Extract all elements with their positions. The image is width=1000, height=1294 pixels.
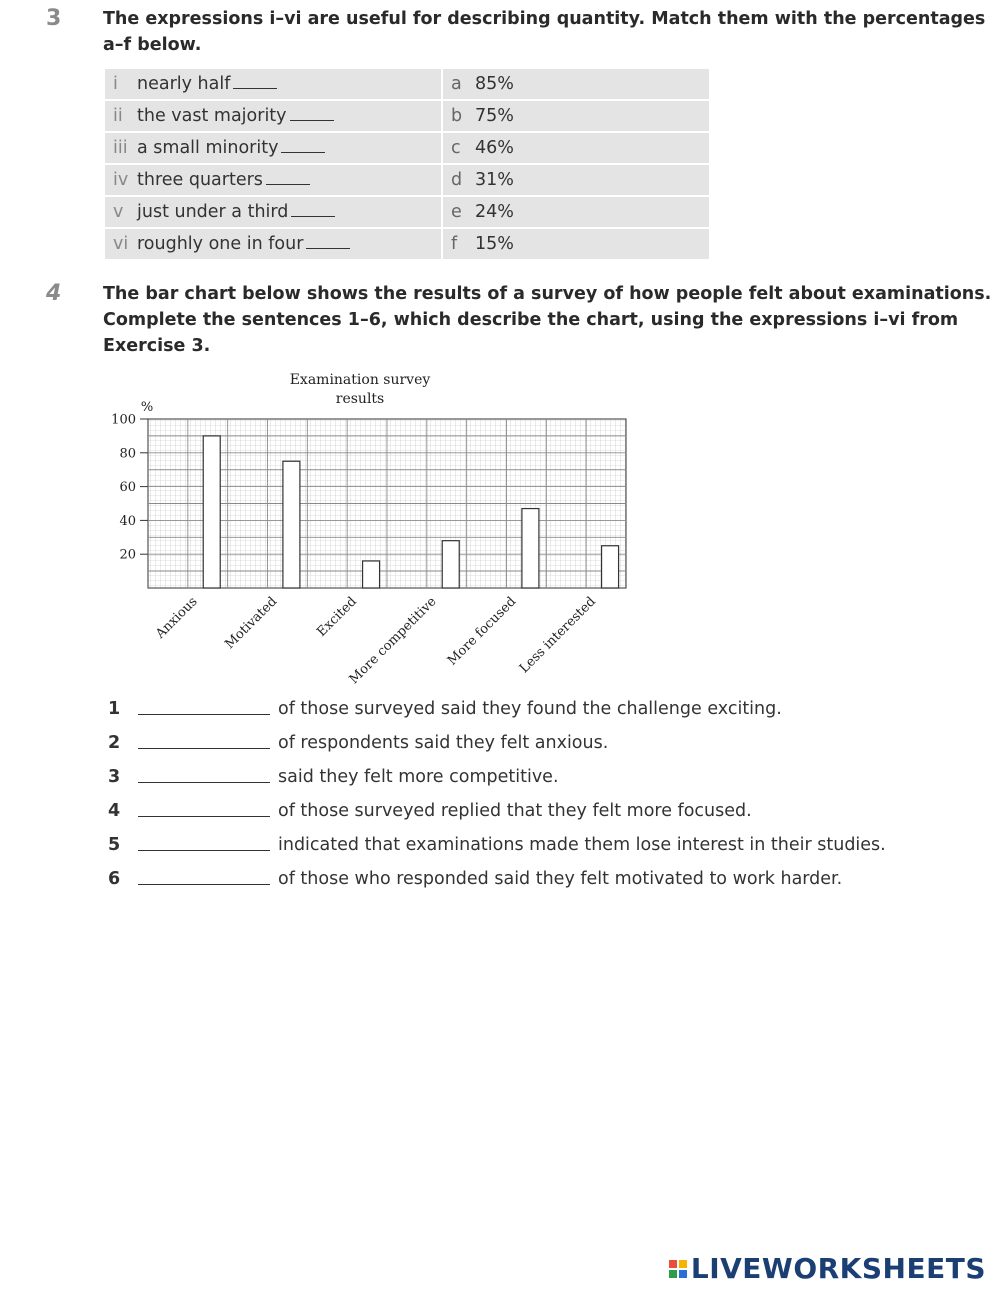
expression-cell: [104, 68, 442, 100]
sentence-answer-blank[interactable]: [138, 849, 270, 851]
roman-numeral: ii: [113, 106, 123, 126]
percentage-value: 75%: [475, 106, 514, 126]
exercise-3-instruction-line1: The expressions i–vi are useful for describing quantity. Match them with the percentages: [103, 9, 986, 29]
roman-numeral: iii: [113, 138, 128, 158]
sentence-text: indicated that examinations made them lose interest in their studies.: [278, 835, 886, 855]
sentence-number: 1: [108, 699, 121, 719]
sentence-item: [108, 727, 608, 753]
sentence-item: [108, 829, 886, 855]
logo-square: [669, 1260, 677, 1268]
percentage-cell: [442, 132, 710, 164]
logo-square: [679, 1260, 687, 1268]
sentence-number: 4: [108, 801, 121, 821]
percentage-cell: [442, 196, 710, 228]
category-label: Anxious: [153, 594, 201, 642]
y-tick-label: 20: [119, 547, 136, 563]
exercise-3-instruction-line2: a–f below.: [103, 35, 202, 55]
expression-cell: [104, 164, 442, 196]
answer-blank[interactable]: [233, 87, 277, 89]
logo-square: [679, 1270, 687, 1278]
expression-cell: [104, 132, 442, 164]
y-tick-label: 100: [111, 412, 136, 428]
survey-bar-chart: [95, 365, 655, 695]
answer-blank[interactable]: [281, 151, 325, 153]
expression-text: three quarters: [137, 170, 263, 190]
roman-numeral: iv: [113, 170, 129, 190]
matching-row: [104, 164, 710, 196]
matching-row: [104, 196, 710, 228]
percentage-value: 31%: [475, 170, 514, 190]
percentage-cell: [442, 228, 710, 260]
sentence-number: 5: [108, 835, 121, 855]
exercise-3-instruction: [103, 6, 985, 58]
sentence-text: said they felt more competitive.: [278, 767, 559, 787]
expression-cell: [104, 228, 442, 260]
matching-row: [104, 68, 710, 100]
percentage-cell: [442, 68, 710, 100]
option-letter: f: [451, 234, 458, 254]
expression-text: nearly half: [137, 74, 231, 94]
category-label: More focused: [444, 594, 520, 669]
answer-blank[interactable]: [266, 183, 310, 185]
expression-cell: [104, 100, 442, 132]
bar: [283, 461, 300, 588]
roman-numeral: i: [113, 74, 118, 94]
option-letter: b: [451, 106, 463, 126]
percentage-cell: [442, 164, 710, 196]
logo-wordmark: LIVEWORKSHEETS: [690, 1252, 986, 1285]
sentence-text: of those surveyed said they found the challenge exciting.: [278, 699, 782, 719]
option-letter: e: [451, 202, 462, 222]
exercise-4-number: 4: [46, 281, 62, 306]
bar: [442, 541, 459, 588]
answer-blank[interactable]: [306, 247, 350, 249]
option-letter: c: [451, 138, 461, 158]
y-tick-label: 60: [119, 480, 136, 496]
exercise-4-instruction-line3: Exercise 3.: [103, 336, 211, 356]
percentage-value: 85%: [475, 74, 514, 94]
liveworksheets-logo: [669, 1252, 986, 1285]
sentence-item: [108, 761, 559, 787]
percentage-value: 24%: [475, 202, 514, 222]
sentence-text: of respondents said they felt anxious.: [278, 733, 609, 753]
matching-row: [104, 100, 710, 132]
bar: [602, 546, 619, 588]
roman-numeral: v: [113, 202, 124, 222]
sentence-answer-blank[interactable]: [138, 747, 270, 749]
percentage-value: 15%: [475, 234, 514, 254]
percentage-value: 46%: [475, 138, 514, 158]
exercise-4-instruction-line1: The bar chart below shows the results of a survey of how people felt about examinations.: [103, 284, 992, 304]
sentence-text: of those who responded said they felt motivated to work harder.: [278, 869, 843, 889]
sentence-number: 3: [108, 767, 121, 787]
bar: [203, 436, 220, 588]
bar: [522, 509, 539, 588]
answer-blank[interactable]: [290, 119, 334, 121]
chart-title-line2: results: [335, 391, 385, 407]
sentence-answer-blank[interactable]: [138, 713, 270, 715]
sentence-item: [108, 795, 752, 821]
exercise-4-instruction: [103, 281, 991, 359]
sentence-item: [108, 863, 842, 889]
answer-blank[interactable]: [291, 215, 335, 217]
roman-numeral: vi: [113, 234, 129, 254]
sentence-number: 2: [108, 733, 121, 753]
expression-text: a small minority: [137, 138, 279, 158]
matching-row: [104, 228, 710, 260]
sentence-answer-blank[interactable]: [138, 781, 270, 783]
sentence-answer-blank[interactable]: [138, 883, 270, 885]
sentence-answer-blank[interactable]: [138, 815, 270, 817]
sentence-text: of those surveyed replied that they felt more focused.: [278, 801, 752, 821]
sentence-item: [108, 693, 782, 719]
exercise-4-instruction-line2: Complete the sentences 1–6, which describe the chart, using the expressions i–vi from: [103, 310, 959, 330]
matching-row: [104, 132, 710, 164]
option-letter: a: [451, 74, 462, 94]
expression-text: roughly one in four: [137, 234, 304, 254]
category-label: Less interested: [516, 594, 599, 677]
expression-cell: [104, 196, 442, 228]
y-tick-label: 80: [119, 446, 136, 462]
chart-title-line1: Examination survey: [289, 372, 431, 388]
category-label: Motivated: [222, 594, 281, 653]
category-label: Excited: [314, 594, 360, 640]
exercise-3-number: 3: [46, 6, 62, 31]
percentage-cell: [442, 100, 710, 132]
sentence-number: 6: [108, 869, 121, 889]
expression-text: just under a third: [137, 202, 289, 222]
option-letter: d: [451, 170, 463, 190]
y-axis-label: %: [140, 400, 154, 415]
y-tick-label: 40: [119, 513, 136, 529]
category-label: More competitive: [346, 594, 440, 688]
expression-text: the vast majority: [137, 106, 287, 126]
matching-table: [103, 67, 711, 261]
logo-grid-icon: [669, 1260, 687, 1278]
logo-square: [669, 1270, 677, 1278]
bar: [363, 561, 380, 588]
